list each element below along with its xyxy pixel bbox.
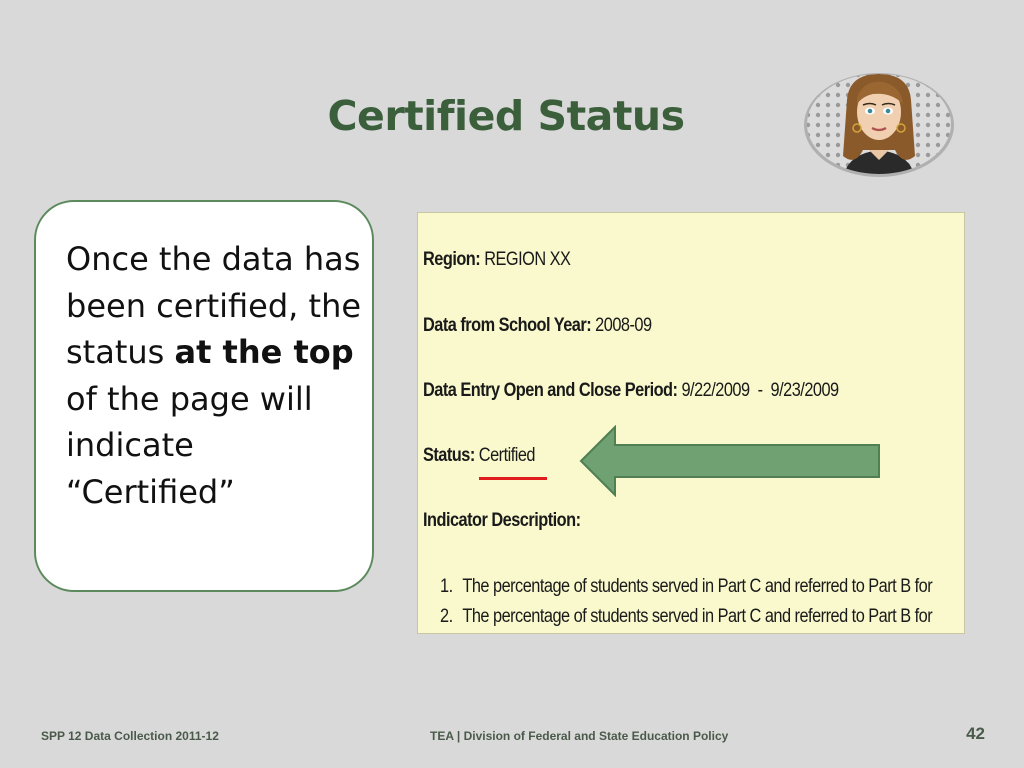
left-arrow-icon [579, 425, 881, 497]
entry-period-label: Data Entry Open and Close Period: [423, 380, 678, 401]
status-value: Certified [478, 445, 536, 466]
status-row [423, 445, 535, 467]
callout-text-after: of the page will indicate “Certified” [66, 379, 313, 511]
indicator-text: The percentage of students served in Part C and referred to Part B for [462, 576, 933, 597]
region-value: REGION XX [484, 249, 571, 270]
school-year-row [423, 315, 652, 337]
indicator-item [440, 576, 932, 598]
instruction-callout [34, 200, 374, 592]
entry-period-row [423, 380, 839, 402]
status-label: Status: [423, 445, 475, 466]
slide-title: Certified Status [327, 92, 685, 140]
footer-center: TEA | Division of Federal and State Education Policy [430, 729, 729, 743]
callout-text-before: Once the data has been certified, the status [66, 240, 362, 371]
indicator-number: 1. [440, 576, 453, 597]
indicator-row [423, 510, 581, 532]
region-row [423, 249, 570, 271]
status-underline [479, 477, 547, 480]
school-year-value: 2008-09 [595, 315, 652, 336]
cartoon-woman-avatar-icon [803, 70, 955, 178]
status-screenshot [417, 212, 965, 634]
school-year-label: Data from School Year: [423, 315, 592, 336]
region-label: Region: [423, 249, 481, 270]
callout-text-bold: at the top [174, 333, 354, 371]
indicator-number: 2. [440, 606, 453, 627]
page-number: 42 [966, 724, 985, 743]
indicator-item [440, 606, 932, 628]
indicator-label: Indicator Description: [423, 510, 581, 531]
footer-left: SPP 12 Data Collection 2011-12 [41, 729, 219, 743]
indicator-text: The percentage of students served in Part C and referred to Part B for [462, 606, 933, 627]
entry-period-value: 9/22/2009 - 9/23/2009 [681, 380, 839, 401]
